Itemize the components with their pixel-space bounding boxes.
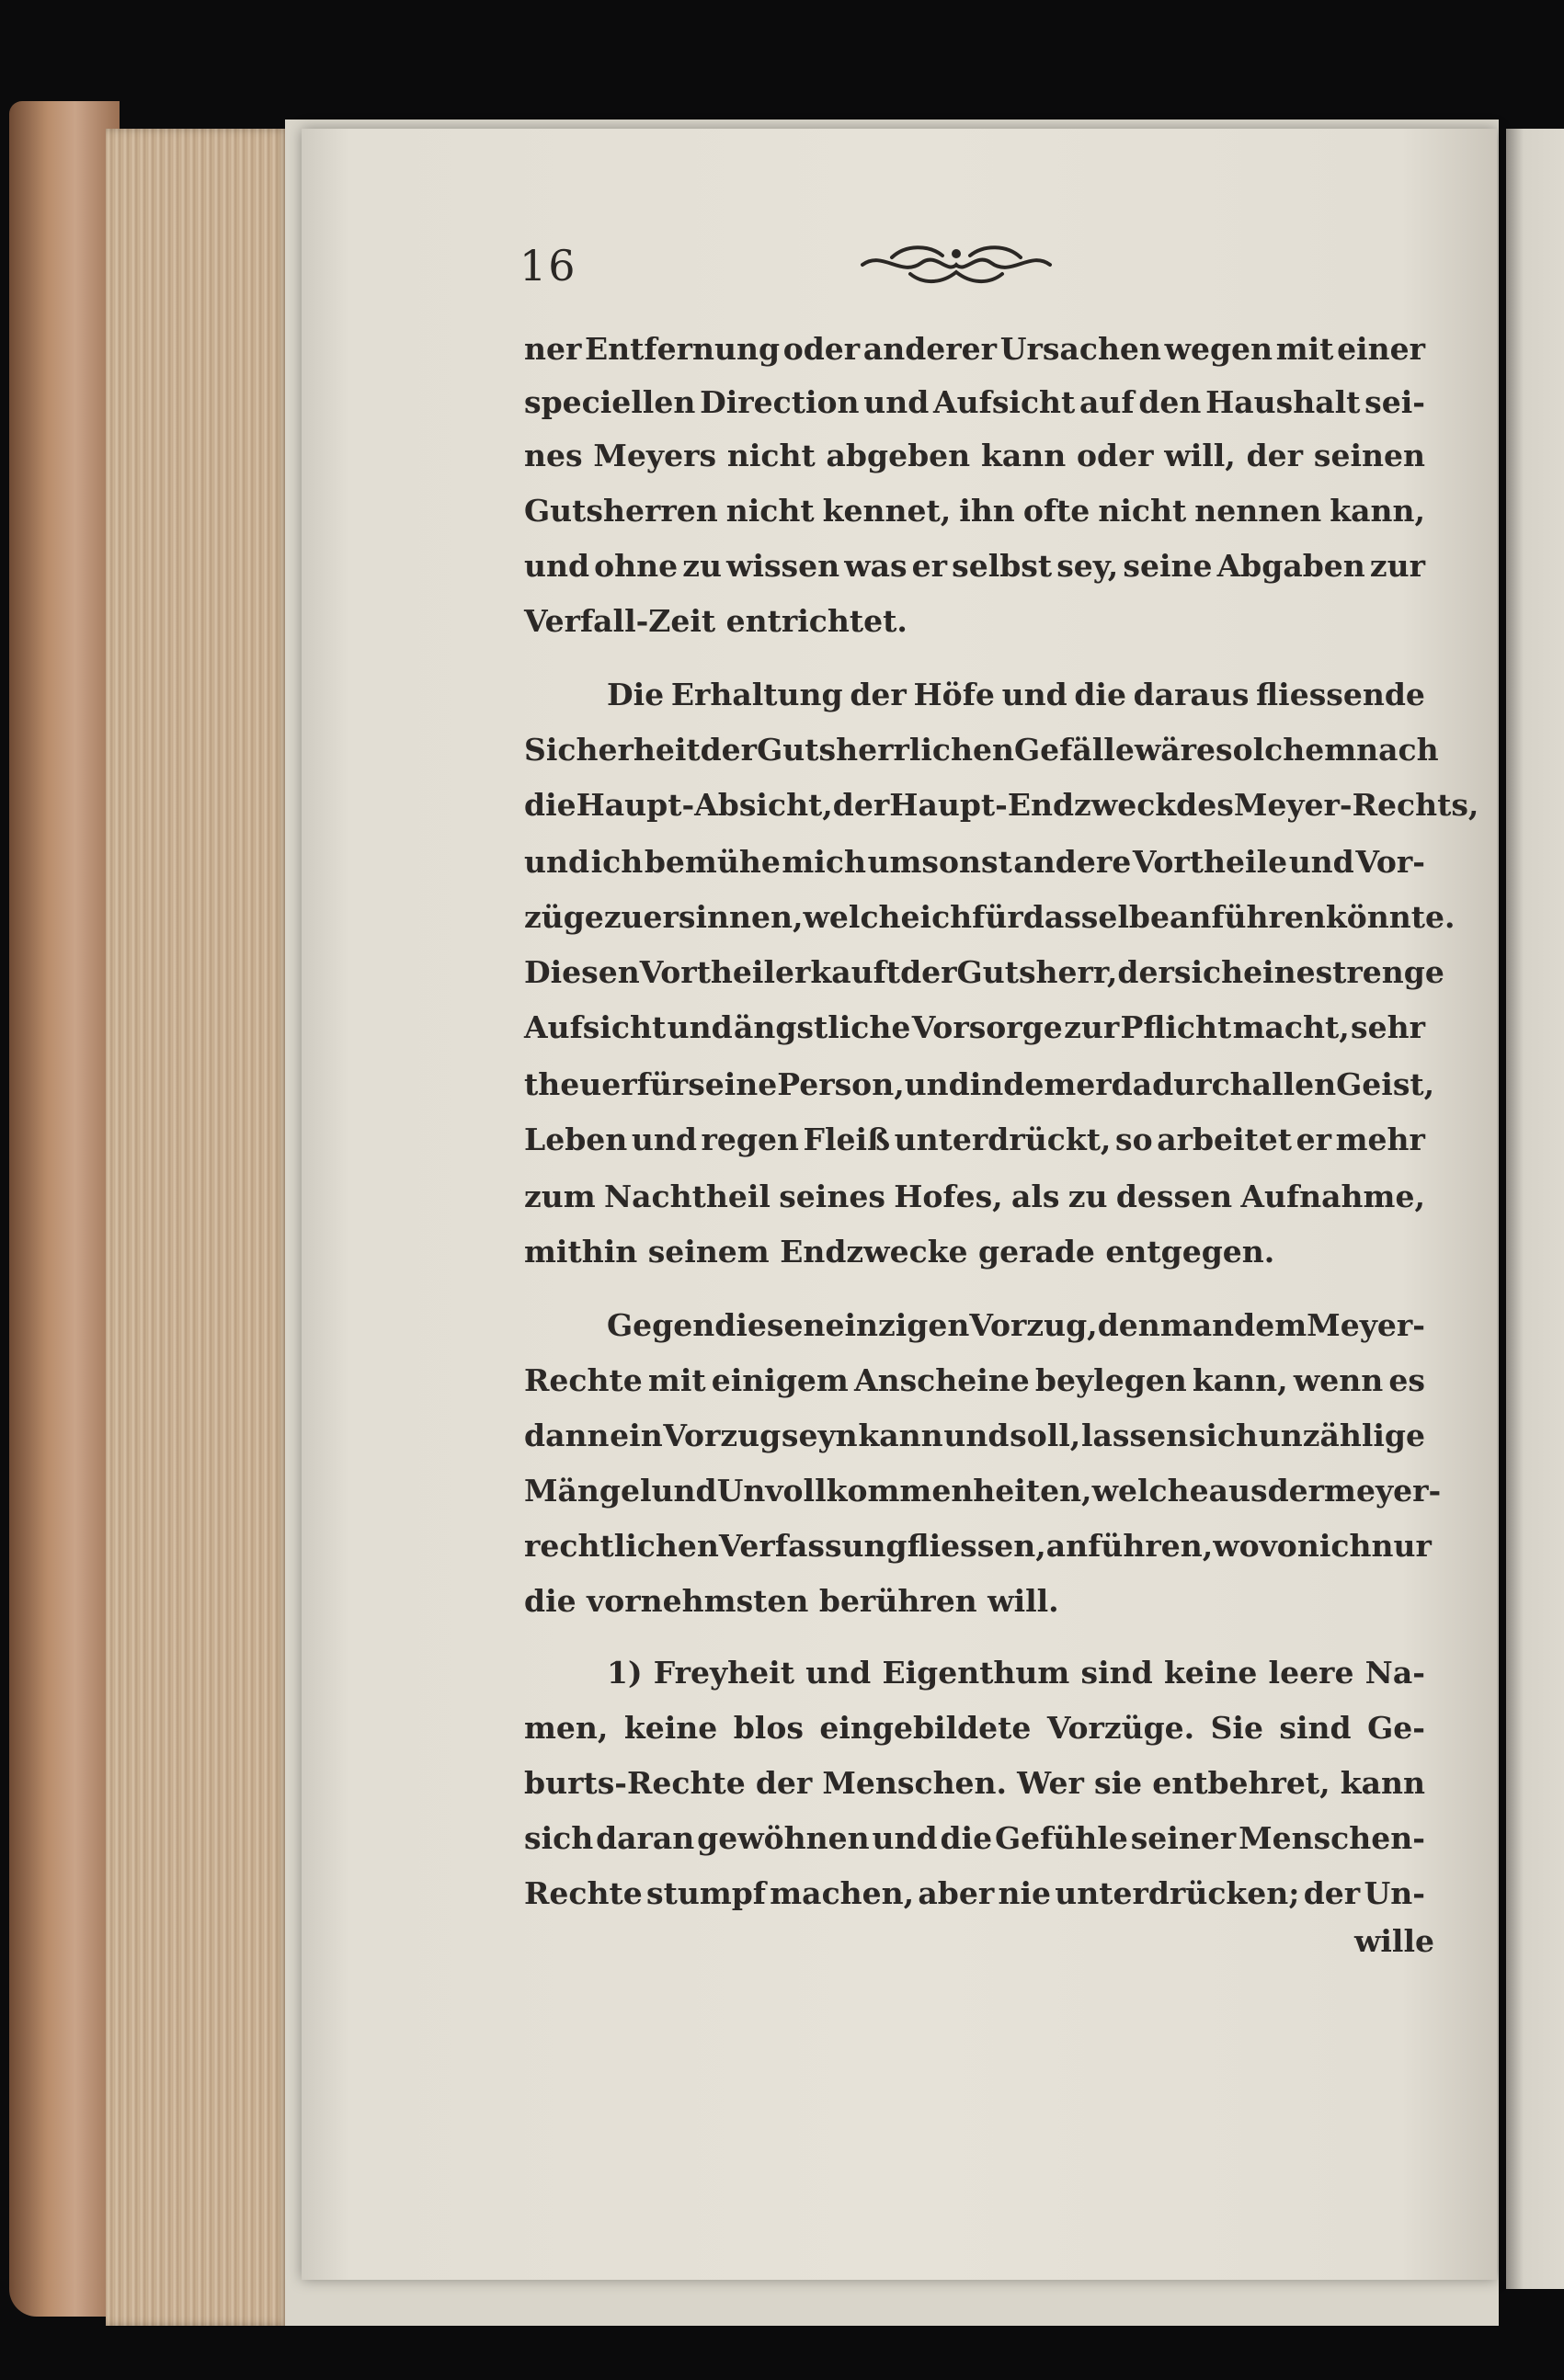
word: des xyxy=(1176,787,1234,823)
word: Erhaltung xyxy=(670,677,843,712)
word: die xyxy=(1074,677,1126,712)
word: Vorzug, xyxy=(969,1307,1098,1343)
word: wäre xyxy=(1134,732,1216,768)
word: dasselbe xyxy=(1022,899,1170,935)
word: Mängel xyxy=(524,1473,652,1509)
word: nie xyxy=(998,1875,1052,1911)
word: und xyxy=(524,548,590,584)
word: Meyer-Rechts, xyxy=(1233,787,1479,823)
text-line xyxy=(524,787,1479,823)
word: und xyxy=(1288,844,1354,880)
word: ihn xyxy=(959,493,1015,529)
word: fliessen, xyxy=(907,1528,1046,1564)
word: und xyxy=(805,1655,872,1691)
word: Anscheine xyxy=(853,1362,1030,1398)
word: oder xyxy=(782,331,861,367)
word: solchemnach xyxy=(1215,732,1439,768)
word: allen xyxy=(1251,1066,1337,1102)
word: welche xyxy=(1091,1473,1209,1509)
word: abgeben xyxy=(826,438,971,473)
word: es xyxy=(1388,1362,1425,1398)
word: eine xyxy=(1243,954,1316,990)
word: die xyxy=(524,787,577,823)
text-line xyxy=(524,548,1425,584)
word: theuer xyxy=(524,1066,637,1102)
word: der xyxy=(850,677,907,712)
word: regen xyxy=(701,1122,799,1157)
word: diesen xyxy=(714,1307,826,1343)
word: Aufnahme, xyxy=(1240,1179,1425,1214)
word: der xyxy=(1117,954,1174,990)
word: macht, xyxy=(1232,1009,1350,1045)
word: Unvollkommenheiten, xyxy=(716,1473,1092,1509)
text-line xyxy=(524,331,1425,367)
word: Na- xyxy=(1364,1655,1425,1691)
text-line xyxy=(524,1418,1425,1453)
word: oder xyxy=(1077,438,1154,473)
catchword: wille xyxy=(1353,1923,1434,1959)
word: ner xyxy=(524,331,582,367)
word: seine xyxy=(1123,548,1213,584)
word: kann xyxy=(858,1418,943,1453)
text-line xyxy=(607,1307,1425,1343)
word: ofte xyxy=(1022,493,1090,529)
word: Vor- xyxy=(1355,844,1425,880)
word: den xyxy=(1097,1307,1160,1343)
word: Menschen- xyxy=(1239,1820,1425,1856)
word: Vorzug xyxy=(663,1418,782,1453)
word: keine xyxy=(623,1710,718,1746)
word: und xyxy=(651,1473,717,1509)
page-edges xyxy=(106,129,290,2326)
word: andere xyxy=(1013,844,1132,880)
facing-page-edge xyxy=(1506,129,1564,2289)
word: man xyxy=(1159,1307,1235,1343)
word: wovon xyxy=(1213,1528,1319,1564)
word: Vortheil xyxy=(639,954,775,990)
word: und xyxy=(667,1009,733,1045)
word: eingebildete xyxy=(819,1710,1032,1746)
word: Meyer- xyxy=(1307,1307,1425,1343)
word: machen, xyxy=(770,1875,915,1911)
word: kann xyxy=(1340,1765,1425,1801)
word: speciellen xyxy=(524,384,696,420)
word: seinen xyxy=(1313,438,1425,473)
text-line xyxy=(524,1820,1425,1856)
word: mit xyxy=(1275,331,1334,367)
word: Entfernung xyxy=(585,331,781,367)
word: der xyxy=(1267,1473,1325,1509)
word: Geist, xyxy=(1336,1066,1435,1102)
word: könnte. xyxy=(1325,899,1456,935)
word: aus xyxy=(1208,1473,1268,1509)
word: züge xyxy=(524,899,604,935)
word: zu xyxy=(682,548,722,584)
word: sich xyxy=(524,1820,594,1856)
word: und xyxy=(631,1122,697,1157)
text-line xyxy=(524,1528,1432,1564)
word: Höfe xyxy=(913,677,995,712)
word: daraus xyxy=(1133,677,1250,712)
word: dem xyxy=(1234,1307,1307,1343)
text-line xyxy=(524,1473,1442,1509)
text-line xyxy=(524,438,1425,473)
word: welche xyxy=(803,899,920,935)
word: Menschen. xyxy=(822,1765,1008,1801)
word: anführen xyxy=(1169,899,1326,935)
word: mich xyxy=(782,844,866,880)
word: Vorsorge xyxy=(911,1009,1063,1045)
word: 1) xyxy=(607,1655,643,1691)
text-line xyxy=(524,384,1425,420)
word: Un- xyxy=(1364,1875,1425,1911)
word: als xyxy=(1010,1179,1060,1214)
word: der xyxy=(700,732,758,768)
word: sich xyxy=(1173,954,1244,990)
word: nicht xyxy=(726,438,816,473)
word: Haushalt xyxy=(1205,384,1361,420)
word: rechtlichen xyxy=(524,1528,719,1564)
word: anführen, xyxy=(1045,1528,1214,1564)
word: kann xyxy=(980,438,1067,473)
word: gewöhnen xyxy=(697,1820,870,1856)
text-line xyxy=(524,1710,1425,1746)
word: nicht xyxy=(725,493,815,529)
word: will, xyxy=(1164,438,1236,473)
word: Freyheit xyxy=(653,1655,794,1691)
word: blos xyxy=(733,1710,804,1746)
word: sie xyxy=(1094,1765,1143,1801)
word: auf xyxy=(1079,384,1135,420)
word: einzigen xyxy=(825,1307,970,1343)
word: nicht xyxy=(1098,493,1187,529)
word: so xyxy=(1115,1122,1153,1157)
text-line xyxy=(524,493,1425,529)
word: ich xyxy=(919,899,973,935)
word: zum xyxy=(524,1179,596,1214)
word: wegen xyxy=(1164,331,1273,367)
word: ersinnen, xyxy=(643,899,804,935)
word: entbehret, xyxy=(1152,1765,1330,1801)
word: bemühe xyxy=(644,844,781,880)
word: ich xyxy=(1319,1528,1372,1564)
word: unzählige xyxy=(1258,1418,1425,1453)
word: Gefühle xyxy=(994,1820,1128,1856)
text-line xyxy=(524,1179,1425,1214)
word: umsonst xyxy=(867,844,1012,880)
word: soll, xyxy=(1010,1418,1081,1453)
word: er xyxy=(1296,1122,1332,1157)
word: nur xyxy=(1371,1528,1432,1564)
word: Haupt-Endzweck xyxy=(889,787,1177,823)
word: zu xyxy=(1067,1179,1108,1214)
word: und xyxy=(863,384,930,420)
word: und xyxy=(943,1418,1010,1453)
word: Pflicht xyxy=(1120,1009,1232,1045)
word: arbeitet xyxy=(1157,1122,1293,1157)
word: einer xyxy=(1337,331,1425,367)
word: die xyxy=(940,1820,993,1856)
word: fliessende xyxy=(1256,677,1425,712)
word: den xyxy=(1138,384,1202,420)
word: der xyxy=(832,787,890,823)
text-line: mithin seinem Endzwecke gerade entgegen. xyxy=(524,1234,1275,1270)
word: Leben xyxy=(524,1122,628,1157)
word: selbst xyxy=(952,548,1053,584)
word: für xyxy=(972,899,1023,935)
text-line xyxy=(607,1655,1425,1691)
word: anderer xyxy=(862,331,998,367)
word: Gegen xyxy=(607,1307,715,1343)
word: Meyers xyxy=(593,438,717,473)
word: ohne xyxy=(594,548,679,584)
word: Die xyxy=(607,677,665,712)
word: dessen xyxy=(1115,1179,1233,1214)
word: indem xyxy=(969,1066,1077,1102)
word: strenge xyxy=(1315,954,1444,990)
word: Vortheile xyxy=(1132,844,1288,880)
word: zu xyxy=(603,899,644,935)
word: was xyxy=(844,548,908,584)
word: Ursachen xyxy=(999,331,1161,367)
word: Rechte xyxy=(524,1362,643,1398)
word: Verfassung xyxy=(718,1528,908,1564)
word: der xyxy=(900,954,957,990)
word: meyer- xyxy=(1324,1473,1442,1509)
word: seyn xyxy=(781,1418,858,1453)
word: Ge- xyxy=(1367,1710,1425,1746)
word: nes xyxy=(524,438,583,473)
word: dadurch xyxy=(1111,1066,1252,1102)
word: keine xyxy=(1163,1655,1258,1691)
word: kann, xyxy=(1192,1362,1288,1398)
word: Sicherheit xyxy=(524,732,701,768)
word: nennen xyxy=(1194,493,1322,529)
word: und xyxy=(904,1066,970,1102)
text-line xyxy=(524,1009,1425,1045)
word: Gutsherren xyxy=(524,493,718,529)
word: er xyxy=(1076,1066,1112,1102)
word: sich xyxy=(1188,1418,1258,1453)
word: Diesen xyxy=(524,954,640,990)
word: stumpf xyxy=(646,1875,767,1911)
text-line: die vornehmsten berühren will. xyxy=(524,1583,1059,1619)
word: unterdrückt, xyxy=(894,1122,1112,1157)
word: der xyxy=(1303,1875,1361,1911)
word: Aufsicht xyxy=(524,1009,667,1045)
word: sind xyxy=(1080,1655,1153,1691)
word: zur xyxy=(1369,548,1425,584)
text-line xyxy=(524,1875,1425,1911)
page-number: 16 xyxy=(519,241,577,290)
text-line xyxy=(524,1362,1425,1398)
word: Person, xyxy=(777,1066,905,1102)
word: leere xyxy=(1268,1655,1354,1691)
book-cover-edge xyxy=(9,101,120,2317)
word: kennet, xyxy=(822,493,952,529)
word: ich xyxy=(590,844,644,880)
text-line xyxy=(524,1765,1425,1801)
word: lassen xyxy=(1081,1418,1189,1453)
text-line xyxy=(524,732,1439,768)
word: wissen xyxy=(726,548,840,584)
word: dann xyxy=(524,1418,610,1453)
word: sey, xyxy=(1056,548,1119,584)
word: Eigenthum xyxy=(882,1655,1070,1691)
word: unterdrücken; xyxy=(1055,1875,1300,1911)
word: seine xyxy=(688,1066,778,1102)
word: kann, xyxy=(1330,493,1425,529)
text-line xyxy=(524,954,1444,990)
word: Gefälle xyxy=(1013,732,1135,768)
word: Gutsherrlichen xyxy=(757,732,1014,768)
word: Hofes, xyxy=(894,1179,1003,1214)
word: beylegen xyxy=(1034,1362,1187,1398)
text-line xyxy=(607,677,1425,712)
word: sehr xyxy=(1351,1009,1425,1045)
text-line: Verfall-Zeit entrichtet. xyxy=(524,603,908,639)
word: Haupt-Absicht, xyxy=(576,787,833,823)
word: mehr xyxy=(1335,1122,1425,1157)
word: erkauft xyxy=(775,954,901,990)
word: Sie xyxy=(1210,1710,1263,1746)
word: daran xyxy=(596,1820,695,1856)
word: Gutsherr, xyxy=(956,954,1118,990)
text-line xyxy=(524,1066,1435,1102)
word: wenn xyxy=(1293,1362,1384,1398)
word: Aufsicht xyxy=(933,384,1076,420)
word: ein xyxy=(610,1418,663,1453)
word: einigem xyxy=(711,1362,849,1398)
word: Fleiß xyxy=(803,1122,891,1157)
word: und xyxy=(1001,677,1067,712)
word: sei- xyxy=(1364,384,1425,420)
word: sind xyxy=(1279,1710,1352,1746)
word: Vorzüge. xyxy=(1046,1710,1195,1746)
word: Nachtheil xyxy=(603,1179,771,1214)
word: men, xyxy=(524,1710,609,1746)
word: Direction xyxy=(700,384,860,420)
word: für xyxy=(636,1066,689,1102)
word: seiner xyxy=(1130,1820,1237,1856)
word: er xyxy=(911,548,948,584)
decorative-vignette-icon xyxy=(855,237,1057,292)
word: mit xyxy=(647,1362,706,1398)
word: Wer xyxy=(1017,1765,1084,1801)
word: der xyxy=(1246,438,1304,473)
word: seines xyxy=(779,1179,885,1214)
word: aber xyxy=(918,1875,995,1911)
text-line xyxy=(524,1122,1425,1157)
text-line xyxy=(524,899,1456,935)
word: ängstliche xyxy=(733,1009,911,1045)
word: zur xyxy=(1064,1009,1120,1045)
text-line xyxy=(524,844,1425,880)
word: der xyxy=(755,1765,813,1801)
word: burts-Rechte xyxy=(524,1765,746,1801)
word: und xyxy=(524,844,590,880)
word: und xyxy=(872,1820,938,1856)
word: Abgaben xyxy=(1216,548,1365,584)
word: Rechte xyxy=(524,1875,643,1911)
